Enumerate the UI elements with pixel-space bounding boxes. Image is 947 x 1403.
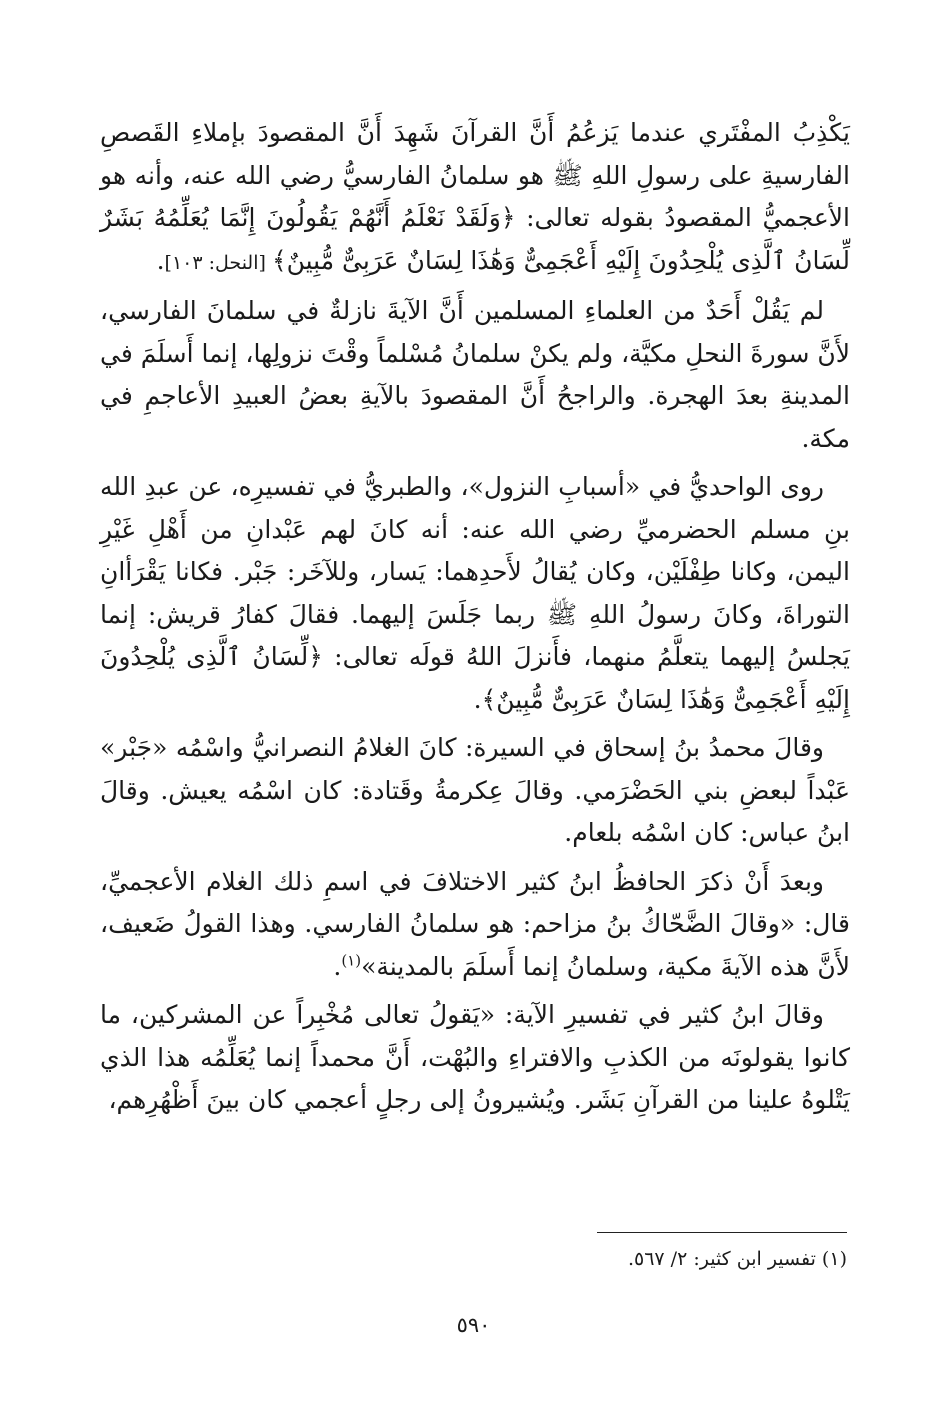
page-body (100, 112, 850, 1128)
paragraph (100, 466, 850, 721)
paragraph-text: وقالَ محمدُ بنُ إسحاق في السيرة: كانَ الغلامُ النصرانيُّ واسْمُه «جَبْر» عَبْداً لبعضِ بني الحَضْرَمي. وقالَ عِكرمةُ وقَتادة: كان اسْمُه يعيش. وقالَ ابنُ عباس: كان اسْمُه بلعام. (100, 733, 850, 847)
paragraph (100, 112, 850, 284)
paragraph-text: . (333, 951, 342, 981)
paragraph-text: . (473, 684, 482, 714)
paragraph (100, 727, 850, 855)
paragraph-text: . (156, 245, 165, 275)
quran-verse: ﴿وَلَقَدْ نَعْلَمُ أَنَّهُمْ يَقُولُونَ إِنَّمَا يُعَلِّمُهُ بَشَرٌ لِّسَانُ ٱلَّذِى يُلْحِدُونَ إِلَيْهِ أَعْجَمِىٌّ وَهَٰذَا لِسَانٌ عَرَبِىٌّ مُّبِينٌ﴾ (100, 203, 850, 275)
paragraph-text: روى الواحديُّ في «أسبابِ النزول»، والطبريُّ في تفسيرِه، عن عبدِ الله بنِ مسلم الحضرميِّ رضي الله عنه: أنه كانَ لهم عَبْدانِ من أَهْلِ غَيْرِ اليمن، وكانا طِفْلَيْن، وكان يُقالُ لأَحدِهما: يَسار، وللآخَر: جَبْر. فكانا يَقْرَأانِ التوراةَ، وكانَ رسولُ اللهِ ﷺ ربما جَلَسَ إليهما. فقالَ كفارُ قريش: إنما يَجلسُ إليهما يتعلَّمُ منهما، فأَنزلَ اللهُ قولَه تعالى: (100, 472, 850, 671)
paragraph-text: وبعدَ أَنْ ذكرَ الحافظُ ابنُ كثير الاختلافَ في اسمِ ذلك الغلام الأعجميِّ، قال: «وقالَ الضَّحّاكُ بنُ مزاحم: هو سلمانُ الفارسي. وهذا القولُ ضَعيف، لأَنَّ هذه الآيةَ مكية، وسلمانُ إنما أَسلَمَ بالمدينة» (100, 866, 850, 981)
footnote: (١) تفسير ابن كثير: ٢/ ٥٦٧. (627, 1248, 847, 1270)
paragraph-text: يَكْذِبُ المفْتَري عندما يَزعُمُ أَنَّ القرآنَ شَهِدَ أَنَّ المقصودَ بإملاءِ القَصصِ الفارسيةِ على رسولِ اللهِ ﷺ هو سلمانُ الفارسيُّ رضي الله عنه، وأنه هو الأعجميُّ المقصودُ بقوله تعالى: (100, 118, 850, 232)
paragraph-text: وقالَ ابنُ كثير في تفسيرِ الآية: «يَقولُ تعالى مُخْبِراً عن المشركين، ما كانوا يقولونَه من الكذبِ والافتراءِ والبُهْت، أَنَّ محمداً إنما يُعَلِّمُه هذا الذي يَتْلوهُ علينا من القرآنِ بَشَر. ويُشيرونُ إلى رجلٍ أعجمي كان بينَ أَظْهُرِهم، (100, 1000, 850, 1114)
paragraph (100, 861, 850, 989)
footnote-marker: (١) (341, 951, 362, 970)
paragraph (100, 290, 850, 460)
paragraph (100, 994, 850, 1122)
verse-reference: [النحل: ١٠٣] (164, 251, 272, 274)
quran-verse: ﴿لِّسَانُ ٱلَّذِى يُلْحِدُونَ إِلَيْهِ أَعْجَمِىٌّ وَهَٰذَا لِسَانٌ عَرَبِىٌّ مُّبِينٌ﴾ (100, 642, 850, 714)
paragraph-text: لم يَقُلْ أَحَدٌ من العلماءِ المسلمين أَنَّ الآيةَ نازلةٌ في سلمانَ الفارسي، لأَنَّ سورةَ النحلِ مكيَّة، ولم يكنْ سلمانُ مُسْلماً وقْتَ نزولِها، إنما أَسلَمَ في المدينةِ بعدَ الهجرة. والراجحُ أَنَّ المقصودَ بالآيةِ بعضُ العبيدِ الأعاجمِ في مكة. (99, 296, 850, 453)
page-number: ٥٩٠ (456, 1313, 491, 1337)
footnote-divider (597, 1232, 847, 1233)
